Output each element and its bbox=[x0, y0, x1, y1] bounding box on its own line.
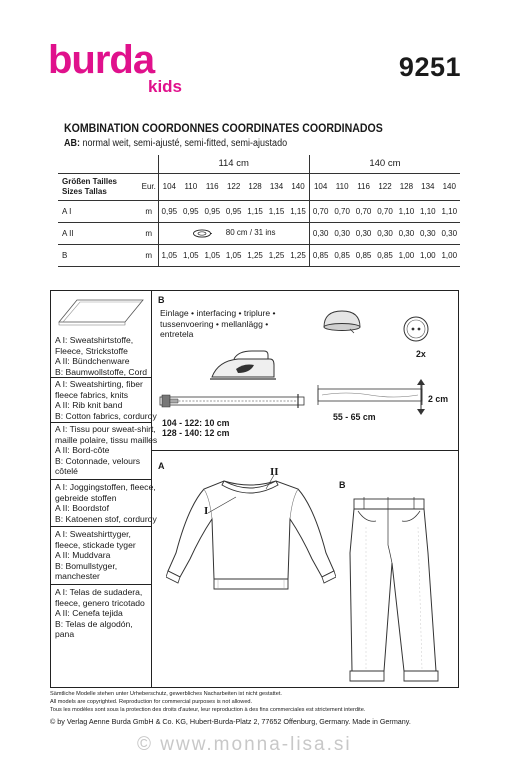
value-cell: 0,70 bbox=[353, 200, 374, 222]
fabric-line: A II: Bündchenware bbox=[55, 356, 130, 366]
width-group-140: 140 cm bbox=[309, 155, 460, 173]
fabric-text-de bbox=[55, 335, 150, 377]
fabric-line: B: Cotton fabrics, corduroy bbox=[55, 410, 157, 421]
fabric-line: fleece fabrics, knits bbox=[55, 389, 129, 400]
fabric-line: B: Cotonnade, velours bbox=[55, 455, 141, 466]
materials-box bbox=[50, 290, 459, 688]
value-cell: 1,05 bbox=[202, 244, 223, 266]
button-icon bbox=[402, 315, 430, 343]
fabric-text-nl bbox=[55, 482, 157, 524]
fit-description bbox=[64, 138, 287, 149]
size-cell: 116 bbox=[353, 173, 374, 200]
size-cell: 128 bbox=[244, 173, 265, 200]
fabric-line: A I: Sweatshirttyger, bbox=[55, 529, 131, 539]
button-quantity: 2x bbox=[416, 349, 426, 359]
yardage-table bbox=[58, 155, 460, 267]
notions-panel bbox=[152, 291, 458, 451]
fit-prefix: AB: bbox=[64, 138, 81, 149]
garment-title: KOMBINATION COORDONNES COORDINATES COORDINADOS bbox=[64, 123, 383, 135]
size-cell: 134 bbox=[266, 173, 287, 200]
fabric-line: Fleece, Strickstoffe bbox=[55, 345, 128, 356]
fabric-text-sv bbox=[55, 529, 150, 582]
view-a-label: A bbox=[158, 461, 165, 471]
fabric-roll-icon bbox=[192, 229, 212, 238]
value-cell: 0,70 bbox=[374, 200, 395, 222]
interfacing-line: Einlage • interfacing • triplure • bbox=[160, 308, 276, 318]
sweatshirt-drawing bbox=[166, 467, 336, 591]
interfacing-line: entretela bbox=[160, 329, 194, 339]
fabric-line: A I: Tissu pour sweat-shirt, bbox=[55, 424, 156, 434]
fabric-line: A II: Cenefa tejida bbox=[55, 608, 123, 618]
value-cell: 0,70 bbox=[331, 200, 352, 222]
sizes-label-2: Sizes Tallas bbox=[62, 186, 107, 196]
value-cell: 1,00 bbox=[396, 244, 417, 266]
value-cell: 0,30 bbox=[353, 222, 374, 244]
value-cell: 0,30 bbox=[439, 222, 460, 244]
size-cell: 104 bbox=[158, 173, 180, 200]
divider bbox=[51, 526, 151, 527]
table-group-row bbox=[58, 155, 460, 173]
value-cell: 0,95 bbox=[202, 200, 223, 222]
footer-line: All models are copyrighted. Reproduction for commercial purposes is not allowed. bbox=[50, 699, 253, 705]
value-cell: 1,10 bbox=[396, 200, 417, 222]
fabric-line: B: Katoenen stof, corduroy bbox=[55, 513, 157, 524]
fabric-line: gebreide stoffen bbox=[55, 492, 117, 503]
value-cell: 0,95 bbox=[158, 200, 180, 222]
table-row-a1 bbox=[58, 200, 460, 222]
notions-view-label: B bbox=[158, 295, 165, 305]
burda-kids-logo bbox=[48, 40, 198, 100]
interfacing-text bbox=[160, 308, 276, 340]
fabric-line: B: Telas de algodón, bbox=[55, 618, 133, 629]
value-cell: 1,15 bbox=[287, 200, 309, 222]
logo-sub-wordmark: kids bbox=[148, 77, 183, 96]
fabric-line: A II: Muddvara bbox=[55, 550, 111, 560]
value-cell: 0,30 bbox=[396, 222, 417, 244]
copyright-line: © by Verlag Aenne Burda GmbH & Co. KG, Hubert-Burda-Platz 2, 77652 Offenburg, Germany. Made in Germany. bbox=[50, 717, 411, 726]
fabric-line: B: Baumwollstoffe, Cord bbox=[55, 366, 148, 377]
fabric-column bbox=[51, 291, 158, 687]
width-group-114: 114 cm bbox=[158, 155, 309, 173]
table-sizes-row bbox=[58, 173, 460, 200]
fabric-roll-cell bbox=[158, 222, 309, 244]
value-cell: 1,15 bbox=[244, 200, 265, 222]
size-cell: 116 bbox=[202, 173, 223, 200]
fabric-line: fleece, stickade tyger bbox=[55, 539, 136, 550]
row-unit: m bbox=[140, 244, 158, 266]
size-cell: 134 bbox=[417, 173, 438, 200]
zipper-length-text bbox=[162, 418, 230, 438]
value-cell: 0,85 bbox=[353, 244, 374, 266]
value-cell: 1,05 bbox=[180, 244, 201, 266]
value-cell: 1,10 bbox=[417, 200, 438, 222]
table-row-b bbox=[58, 244, 460, 266]
fabric-line: A II: Bord-côte bbox=[55, 445, 110, 455]
zipper-length-line: 104 - 122: 10 cm bbox=[162, 418, 230, 428]
value-cell: 0,95 bbox=[180, 200, 201, 222]
pattern-number: 9251 bbox=[398, 52, 461, 82]
part-i-label: I bbox=[204, 505, 209, 517]
divider bbox=[51, 479, 151, 480]
divider bbox=[51, 422, 151, 423]
view-b-label: B bbox=[339, 480, 346, 490]
value-cell: 1,25 bbox=[287, 244, 309, 266]
size-cell: 122 bbox=[374, 173, 395, 200]
size-cell: 128 bbox=[396, 173, 417, 200]
fabric-line: A I: Sweatshirting, fiber bbox=[55, 379, 143, 389]
row-unit: m bbox=[140, 200, 158, 222]
row-label: A II bbox=[58, 222, 140, 244]
value-cell: 0,30 bbox=[309, 222, 331, 244]
value-cell: 0,95 bbox=[223, 200, 244, 222]
divider bbox=[51, 377, 151, 378]
value-cell: 0,85 bbox=[309, 244, 331, 266]
value-cell: 1,10 bbox=[439, 200, 460, 222]
fabric-text-fr bbox=[55, 424, 158, 477]
value-cell: 1,00 bbox=[439, 244, 460, 266]
fabric-line: fleece, genero tricotado bbox=[55, 597, 145, 608]
fabric-line: A II: Boordstof bbox=[55, 503, 109, 513]
size-cell: 104 bbox=[309, 173, 331, 200]
roll-width-text: 80 cm / 31 ins bbox=[225, 228, 276, 238]
fabric-line: A I: Sweatshirtstoffe, bbox=[55, 335, 134, 345]
fabric-text-es bbox=[55, 587, 150, 640]
fabric-line: côtelé bbox=[55, 466, 78, 476]
logo-wordmark: burda bbox=[48, 38, 155, 82]
interfacing-line: tussenvoering • mellanlägg • bbox=[160, 318, 269, 329]
table-row-a2 bbox=[58, 222, 460, 244]
fabric-swatch-icon bbox=[55, 297, 147, 327]
fabric-line: A I: Telas de sudadera, bbox=[55, 587, 143, 597]
value-cell: 1,25 bbox=[266, 244, 287, 266]
sizes-label-1: Größen Tailles bbox=[62, 176, 117, 186]
value-cell: 1,05 bbox=[158, 244, 180, 266]
zipper-icon bbox=[158, 391, 306, 411]
unit-header: Eur. bbox=[140, 173, 158, 200]
value-cell: 1,25 bbox=[244, 244, 265, 266]
fit-text: normal weit, semi-ajusté, semi-fitted, semi-ajustado bbox=[80, 138, 288, 149]
part-ii-label: II bbox=[270, 466, 279, 478]
fabric-line: pana bbox=[55, 629, 75, 639]
value-cell: 0,30 bbox=[331, 222, 352, 244]
views-panel bbox=[152, 451, 458, 687]
footer-line: Sämtliche Modelle stehen unter Urheberschutz, gewerbliches Nacharbeiten ist nicht gestattet. bbox=[50, 691, 282, 697]
fabric-line: maille polaire, tissu mailles bbox=[55, 434, 158, 445]
value-cell: 0,85 bbox=[331, 244, 352, 266]
fabric-line: A I: Joggingstoffen, fleece, bbox=[55, 482, 156, 492]
row-unit: m bbox=[140, 222, 158, 244]
trousers-drawing bbox=[344, 493, 444, 685]
zipper-length-line: 128 - 140: 12 cm bbox=[162, 428, 230, 438]
size-cell: 140 bbox=[439, 173, 460, 200]
size-cell: 140 bbox=[287, 173, 309, 200]
tape-width-arrow-icon bbox=[416, 379, 426, 415]
value-cell: 0,85 bbox=[374, 244, 395, 266]
row-label: A I bbox=[58, 200, 140, 222]
size-cell: 110 bbox=[180, 173, 201, 200]
tape-width-text: 2 cm bbox=[428, 394, 449, 404]
tape-length-text: 55 - 65 cm bbox=[333, 412, 376, 422]
value-cell: 0,30 bbox=[417, 222, 438, 244]
watermark: © www.monna-lisa.si bbox=[137, 734, 352, 755]
row-label: B bbox=[58, 244, 140, 266]
divider bbox=[51, 584, 151, 585]
value-cell: 1,15 bbox=[266, 200, 287, 222]
snap-icon bbox=[320, 309, 364, 335]
fabric-line: manchester bbox=[55, 571, 100, 581]
value-cell: 0,30 bbox=[374, 222, 395, 244]
value-cell: 1,00 bbox=[417, 244, 438, 266]
fabric-line: B: Bomullstyger, bbox=[55, 560, 118, 571]
size-cell: 110 bbox=[331, 173, 352, 200]
size-cell: 122 bbox=[223, 173, 244, 200]
fabric-text-en bbox=[55, 379, 157, 421]
value-cell: 0,70 bbox=[309, 200, 331, 222]
value-cell: 1,05 bbox=[223, 244, 244, 266]
footer-line: Tous les modèles sont sous la protection des droits d'auteur, leur reproduction à des fins commerciales est strictement interdite. bbox=[50, 707, 366, 713]
elastic-tape-icon bbox=[316, 383, 424, 407]
copyright-footer bbox=[50, 690, 470, 727]
iron-icon bbox=[208, 349, 278, 383]
fabric-line: A II: Rib knit band bbox=[55, 400, 123, 410]
